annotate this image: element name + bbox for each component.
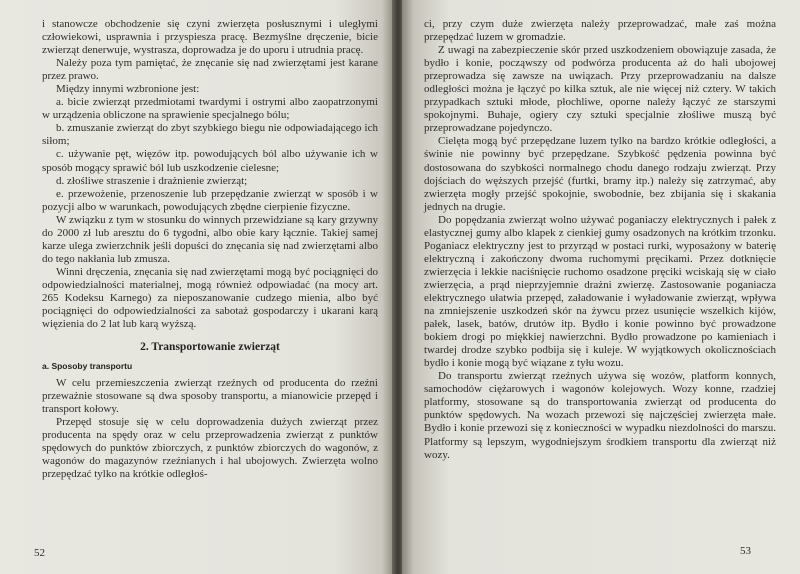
paragraph: Do transportu zwierząt rzeźnych używa się wozów, platform konnych, samochodów ciężarowych i wagonów kolejowych. Wozy konne, rzadziej platformy, stosowane są do transportowania zwierząt od producenta do punktów spędowych. Na wozach przewozi się najczęściej zwierzęta małe. Bydło i konie przewozi się z konieczności w wypadku niezdolności do marszu. Platformy są lepszym, wygodniejszym środkiem transportu dla zwierząt niż wozy. — [424, 370, 776, 461]
subsection-heading: a. Sposoby transportu — [42, 361, 133, 372]
paragraph: Z uwagi na zabezpieczenie skór przed uszkodzeniem obowiązuje zasada, że bydło i konie, począwszy od podwórza producenta aż do hali ubojowej przeprowadza się zawsze na uwiązach. Przy przeprowadzaniu na dalsze odległości można je łączyć po kilka sztuk, ale nie więcej niż cztery. W takich przypadkach sztuki młode, płochliwe, oporne należy łączyć ze starszymi spokojnymi. Buhaje, ogiery czy sztuki specjalnie złośliwe muszą być przeprowadzane pojedynczo. — [424, 44, 776, 135]
left-page-text — [42, 18, 378, 482]
page-number: 52 — [34, 547, 45, 559]
list-item: b. zmuszanie zwierząt do zbyt szybkiego biegu nie odpowiadającego ich siłom; — [42, 122, 378, 148]
paragraph: W celu przemieszczenia zwierząt rzeźnych od producenta do rzeźni przeważnie stosowane są dwa sposoby transportu, a mianowicie przepęd i transport kołowy. — [42, 377, 378, 416]
paragraph: Między innymi wzbronione jest: — [56, 83, 200, 96]
list-item: a. bicie zwierząt przedmiotami twardymi i ostrymi albo zaopatrzonymi w urządzenia obliczone na sprawienie specjalnego bólu; — [42, 96, 378, 122]
right-page — [402, 0, 800, 574]
paragraph: Cielęta mogą być przepędzane luzem tylko na bardzo krótkie odległości, a świnie nie powinny być przepędzane. Szybkość pędzenia powinna być dostosowana do szybkości normalnego chodu danego rodzaju zwierząt. Przy dojściach do węższych przejść (furtki, bramy itp.) należy się zatrzymać, aby zwierzęta mogły przejść spokojnie, swobodnie, bez zbijania się i skakania jednych na drugie. — [424, 135, 776, 213]
section-heading: 2. Transportowanie zwierząt — [140, 341, 280, 354]
paragraph: i stanowcze obchodzenie się czyni zwierzęta posłusznymi i uległymi człowiekowi, usprawnia i przyspiesza pracę. Bezmyślne dręczenie, bicie zwierząt denerwuje, wystrasza, doprowadza je do uporu i utrudnia pracę. — [42, 18, 378, 57]
list-item: e. przewożenie, przenoszenie lub przepędzanie zwierząt w sposób i w pozycji albo w warunkach, powodujących zbędne cierpienie fizyczne. — [42, 187, 378, 213]
paragraph: Do popędzania zwierząt wolno używać poganiaczy elektrycznych i pałek z elastycznej gumy albo klapek z cienkiej gumy osadzonych na krótkim trzonku. Poganiacz elektryczny jest to przyrząd w postaci rurki, wyposażony w baterię elektryczną i zakończony dwoma ruchomymi pręcikami. Przez dotknięcie zwierzęcia i lekkie naciśnięcie ruchomo osadzone pręciki wciskają się w ciało zwierzęcia, a prąd nieprzyjemnie drażni zwierzę. Zastosowanie poganiacza elektrycznego ułatwia przepęd, załadowanie i wyładowanie zwierząt, wpływa na zmniejszenie uszkodzeń skór na żywcu przez usunięcie wszelkich kijów, pałek, lasek, batów, drutów itp. Bydło i konie powinno być prowadzone bokiem drogi po miękkiej nawierzchni. Bydło prowadzone po kamieniach i twardej drodze szybko podbija się i kuleje. W wyjątkowych okolicznościach bydło i konie mogą być wiązane z tyłu wozu. — [424, 213, 776, 370]
paragraph: W związku z tym w stosunku do winnych przewidziane są kary grzywny do 2000 zł lub aresztu do 6 tygodni, albo obie kary łącznie. Takiej samej karze ulega zwierzchnik jeśli dopuści do znęcania się nad zwierzętami albo do tego nakłania lub zmusza. — [42, 213, 378, 265]
paragraph: Przepęd stosuje się w celu doprowadzenia dużych zwierząt przez producenta na spędy oraz w celu przeprowadzenia zwierząt z punktów spędowych do punktów zbiorczych, z punktów zbiorczych do wagonów, z wagonów do magazynów rzeźnianych i hal ubojowych. Zwierzęta wolno przepędzać tylko na krótkie odległoś- — [42, 416, 378, 481]
paragraph: Należy poza tym pamiętać, że znęcanie się nad zwierzętami jest karane przez prawo. — [42, 57, 378, 83]
page-number: 53 — [740, 545, 751, 557]
paragraph: ci, przy czym duże zwierzęta należy przeprowadzać, małe zaś można przepędzać luzem w gromadzie. — [424, 18, 776, 44]
list-item: d. złośliwe straszenie i drażnienie zwierząt; — [56, 174, 248, 187]
left-page — [0, 0, 394, 574]
paragraph: Winni dręczenia, znęcania się nad zwierzętami mogą być pociągnięci do odpowiedzialności materialnej, mogą również odpowiadać (na mocy art. 265 Kodeksu Karnego) za nieposzanowanie cudzego mienia, albo być pociągnięci do odpowiedzialności za sabotaż gospodarczy i ukarani karą więzienia do 2 lat lub karą wyższą. — [42, 265, 378, 331]
right-page-text — [424, 18, 776, 462]
list-item: c. używanie pęt, więzów itp. powodujących ból albo używanie ich w sposób mogący sprawić ból lub uszkodzenie cielesne; — [42, 148, 378, 174]
